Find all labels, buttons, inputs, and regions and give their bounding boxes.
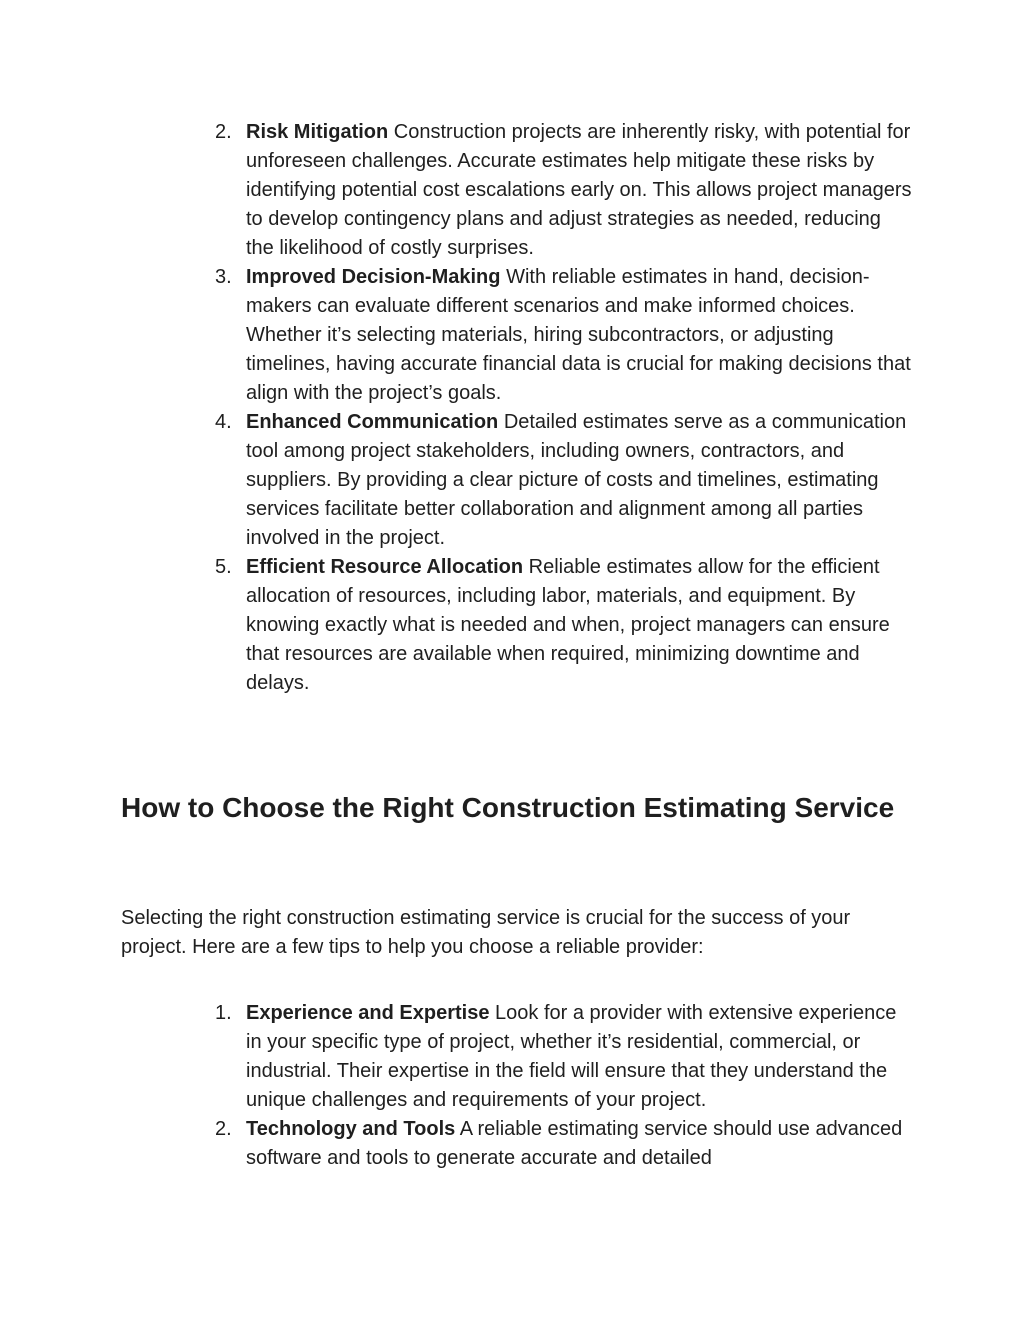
list-number: 4. <box>215 411 232 433</box>
benefits-list <box>212 118 912 698</box>
list-item-text: Construction projects are inherently risky, with potential for unforeseen challenges. Accurate estimates help mitigate these risks by identifying potential cost escalations early on. This allows project managers to develop contingency plans and adjust strategies as needed, reducing the likelihood of costly surprises. <box>246 121 912 259</box>
list-number: 5. <box>215 556 232 578</box>
list-item-text: Detailed estimates serve as a communication tool among project stakeholders, including owners, contractors, and suppliers. By providing a clear picture of costs and timelines, estimating services facilitate better collaboration and alignment among all parties involved in the project. <box>246 411 907 549</box>
list-item-text: A reliable estimating service should use advanced software and tools to generate accurate and detailed <box>246 1118 903 1169</box>
list-item-risk-mitigation <box>212 118 912 263</box>
section-intro: Selecting the right construction estimating service is crucial for the success of your project. Here are a few tips to help you choose a reliable provider: <box>121 907 851 958</box>
list-item-term: Risk Mitigation <box>246 121 389 143</box>
tips-list <box>212 999 912 1173</box>
list-item-enhanced-communication <box>212 408 912 553</box>
list-number: 3. <box>215 266 232 288</box>
list-item-text: With reliable estimates in hand, decision-makers can evaluate different scenarios and make informed choices. Whether it’s selecting materials, hiring subcontractors, or adjusting timelines, having accurate financial data is crucial for making decisions that align with the project’s goals. <box>246 266 911 404</box>
list-number: 1. <box>215 1002 232 1024</box>
list-number: 2. <box>215 1118 232 1140</box>
list-item-experience-and-expertise <box>212 999 912 1115</box>
list-item-term: Enhanced Communication <box>246 411 499 433</box>
list-number: 2. <box>215 121 232 143</box>
list-item-text: Look for a provider with extensive experience in your specific type of project, whether it’s residential, commercial, or industrial. Their expertise in the field will ensure that they understand the unique challenges and requirements of your project. <box>246 1002 897 1111</box>
list-item-text: Reliable estimates allow for the efficient allocation of resources, including labor, materials, and equipment. By knowing exactly what is needed and when, project managers can ensure that resources are available when required, minimizing downtime and delays. <box>246 556 890 694</box>
list-item-term: Improved Decision-Making <box>246 266 501 288</box>
list-item-term: Experience and Expertise <box>246 1002 490 1024</box>
list-item-technology-and-tools <box>212 1115 912 1173</box>
list-item-term: Technology and Tools <box>246 1118 456 1140</box>
list-item-term: Efficient Resource Allocation <box>246 556 524 578</box>
section-heading: How to Choose the Right Construction Estimating Service <box>121 792 895 823</box>
list-item-efficient-resource-allocation <box>212 553 912 698</box>
list-item-improved-decision-making <box>212 263 912 408</box>
